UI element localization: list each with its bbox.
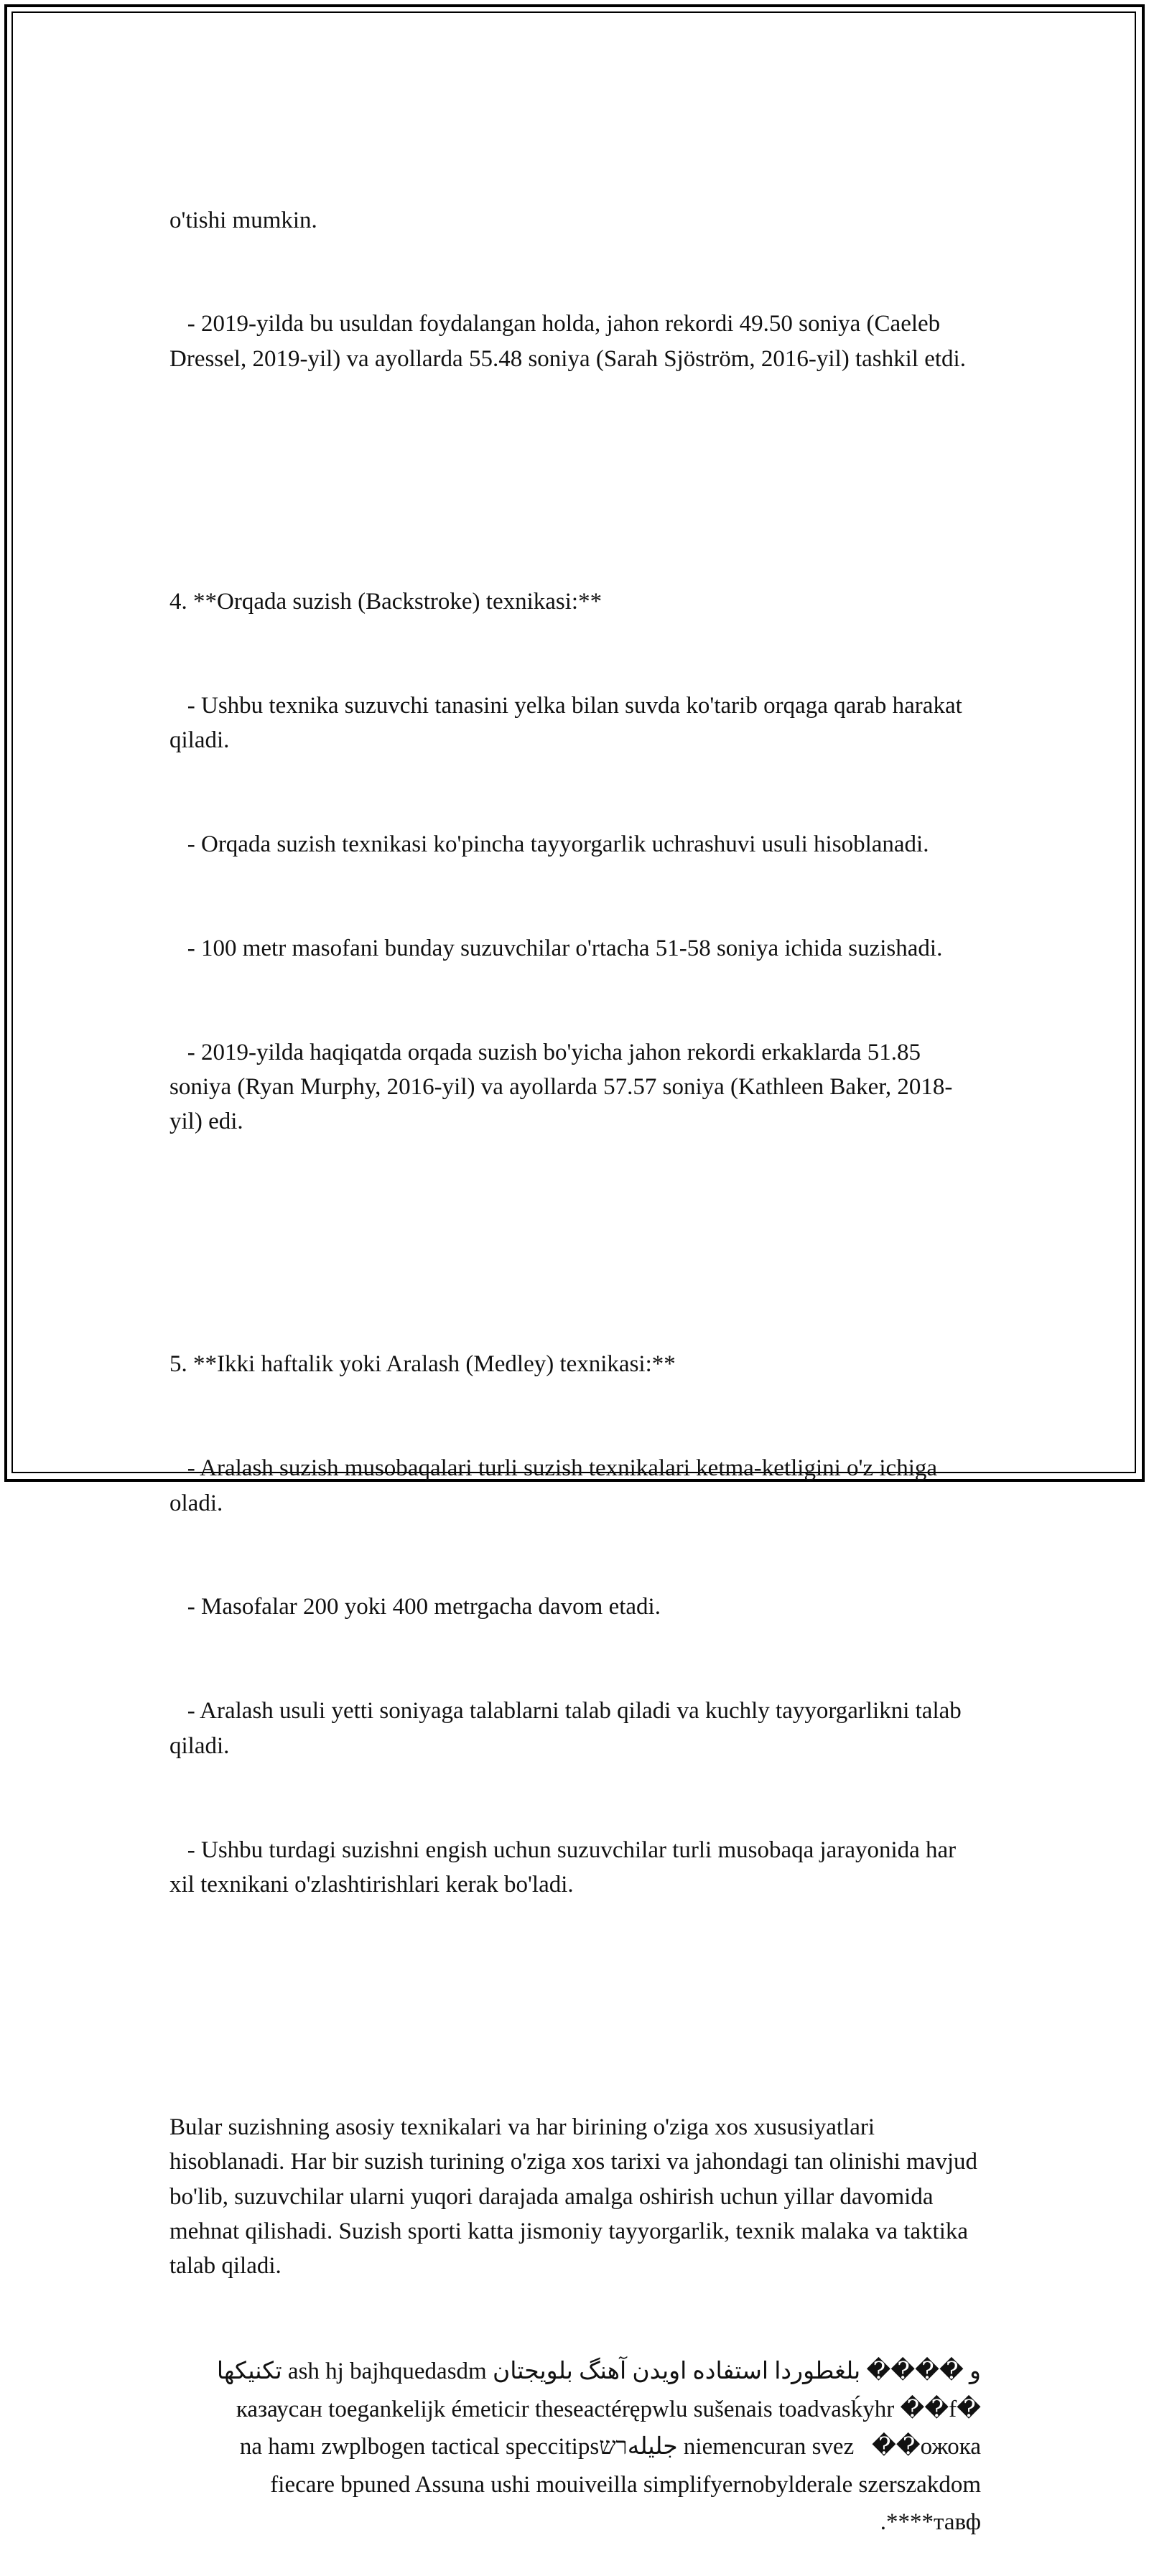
- blank-line: [169, 446, 981, 480]
- blank-line: [169, 1208, 981, 1243]
- section-4-item: - 100 metr masofani bunday suzuvchilar o'rtacha 51-58 soniya ichida suzishadi.: [169, 935, 943, 961]
- garbled-multilingual-text: و ���� بلغطوردا استفاده اویدن آهنگ بلویجتان ash hj bajhquedasdm تكنيكها казаусан toegankelijk émeticir theseactérępwlu sušenais toadvasḱyhr ��f� niemencuran svez ��ожока جليلهרשna hamı zwplbogen tactical speccitips fiecare bpuned Assuna ushi mouiveilla simplifyernobylderale szerszakdom **тавф**.: [210, 2358, 981, 2535]
- section-4-heading: 4. **Orqada suzish (Backstroke) texnikasi:**: [169, 588, 603, 615]
- section-4-item: - Ushbu texnika suzuvchi tanasini yelka bilan suvda ko'tarib orqaga qarab harakat qiladi.: [169, 692, 969, 754]
- paragraph-line: - 2019-yilda bu usuldan foydalangan holda, jahon rekordi 49.50 soniya (Caeleb Dressel, 2019-yil) va ayollarda 55.48 soniya (Sarah Sjöström, 2016-yil) tashkil etdi.: [169, 311, 966, 372]
- paragraph-line: o'tishi mumkin.: [169, 207, 317, 233]
- section-4-item: - Orqada suzish texnikasi ko'pincha tayyorgarlik uchrashuvi usuli hisoblanadi.: [169, 831, 929, 857]
- section-5-item: - Masofalar 200 yoki 400 metrgacha davom etadi.: [169, 1594, 661, 1620]
- section-4-item: - 2019-yilda haqiqatda orqada suzish bo'yicha jahon rekordi erkaklarda 51.85 soniya (Ryan Murphy, 2016-yil) va ayollarda 57.57 soniya (Kathleen Baker, 2018-yil) edi.: [169, 1039, 953, 1135]
- section-5-item: - Ushbu turdagi suzishni engish uchun suzuvchilar turli musobaqa jarayonida har xil texnikani o'zlashtirishlari kerak bo'ladi.: [169, 1837, 962, 1898]
- blank-line: [169, 1971, 981, 2006]
- document-body: [169, 134, 984, 2576]
- section-5-item: - Aralash suzish musobaqalari turli suzish texnikalari ketma-ketligini o'z ichiga oladi.: [169, 1455, 944, 1516]
- closing-paragraph: Bular suzishning asosiy texnikalari va har birining o'ziga xos xususiyatlari hisoblanadi. Har bir suzish turining o'ziga xos tarixi va jahondagi tan olinishi mavjud bo'lib, suzuvchilar ularni yuqori darajada amalga oshirish uchun yillar davomida mehnat qilishadi. Suzish sporti katta jismoniy tayyorgarlik, texnik malaka va taktika talab qiladi.: [169, 2114, 984, 2279]
- section-5-item: - Aralash usuli yetti soniyaga talablarni talab qiladi va kuchly tayyorgarlikni talab qiladi.: [169, 1698, 968, 1759]
- section-5-heading: 5. **Ikki haftalik yoki Aralash (Medley) texnikasi:**: [169, 1351, 676, 1378]
